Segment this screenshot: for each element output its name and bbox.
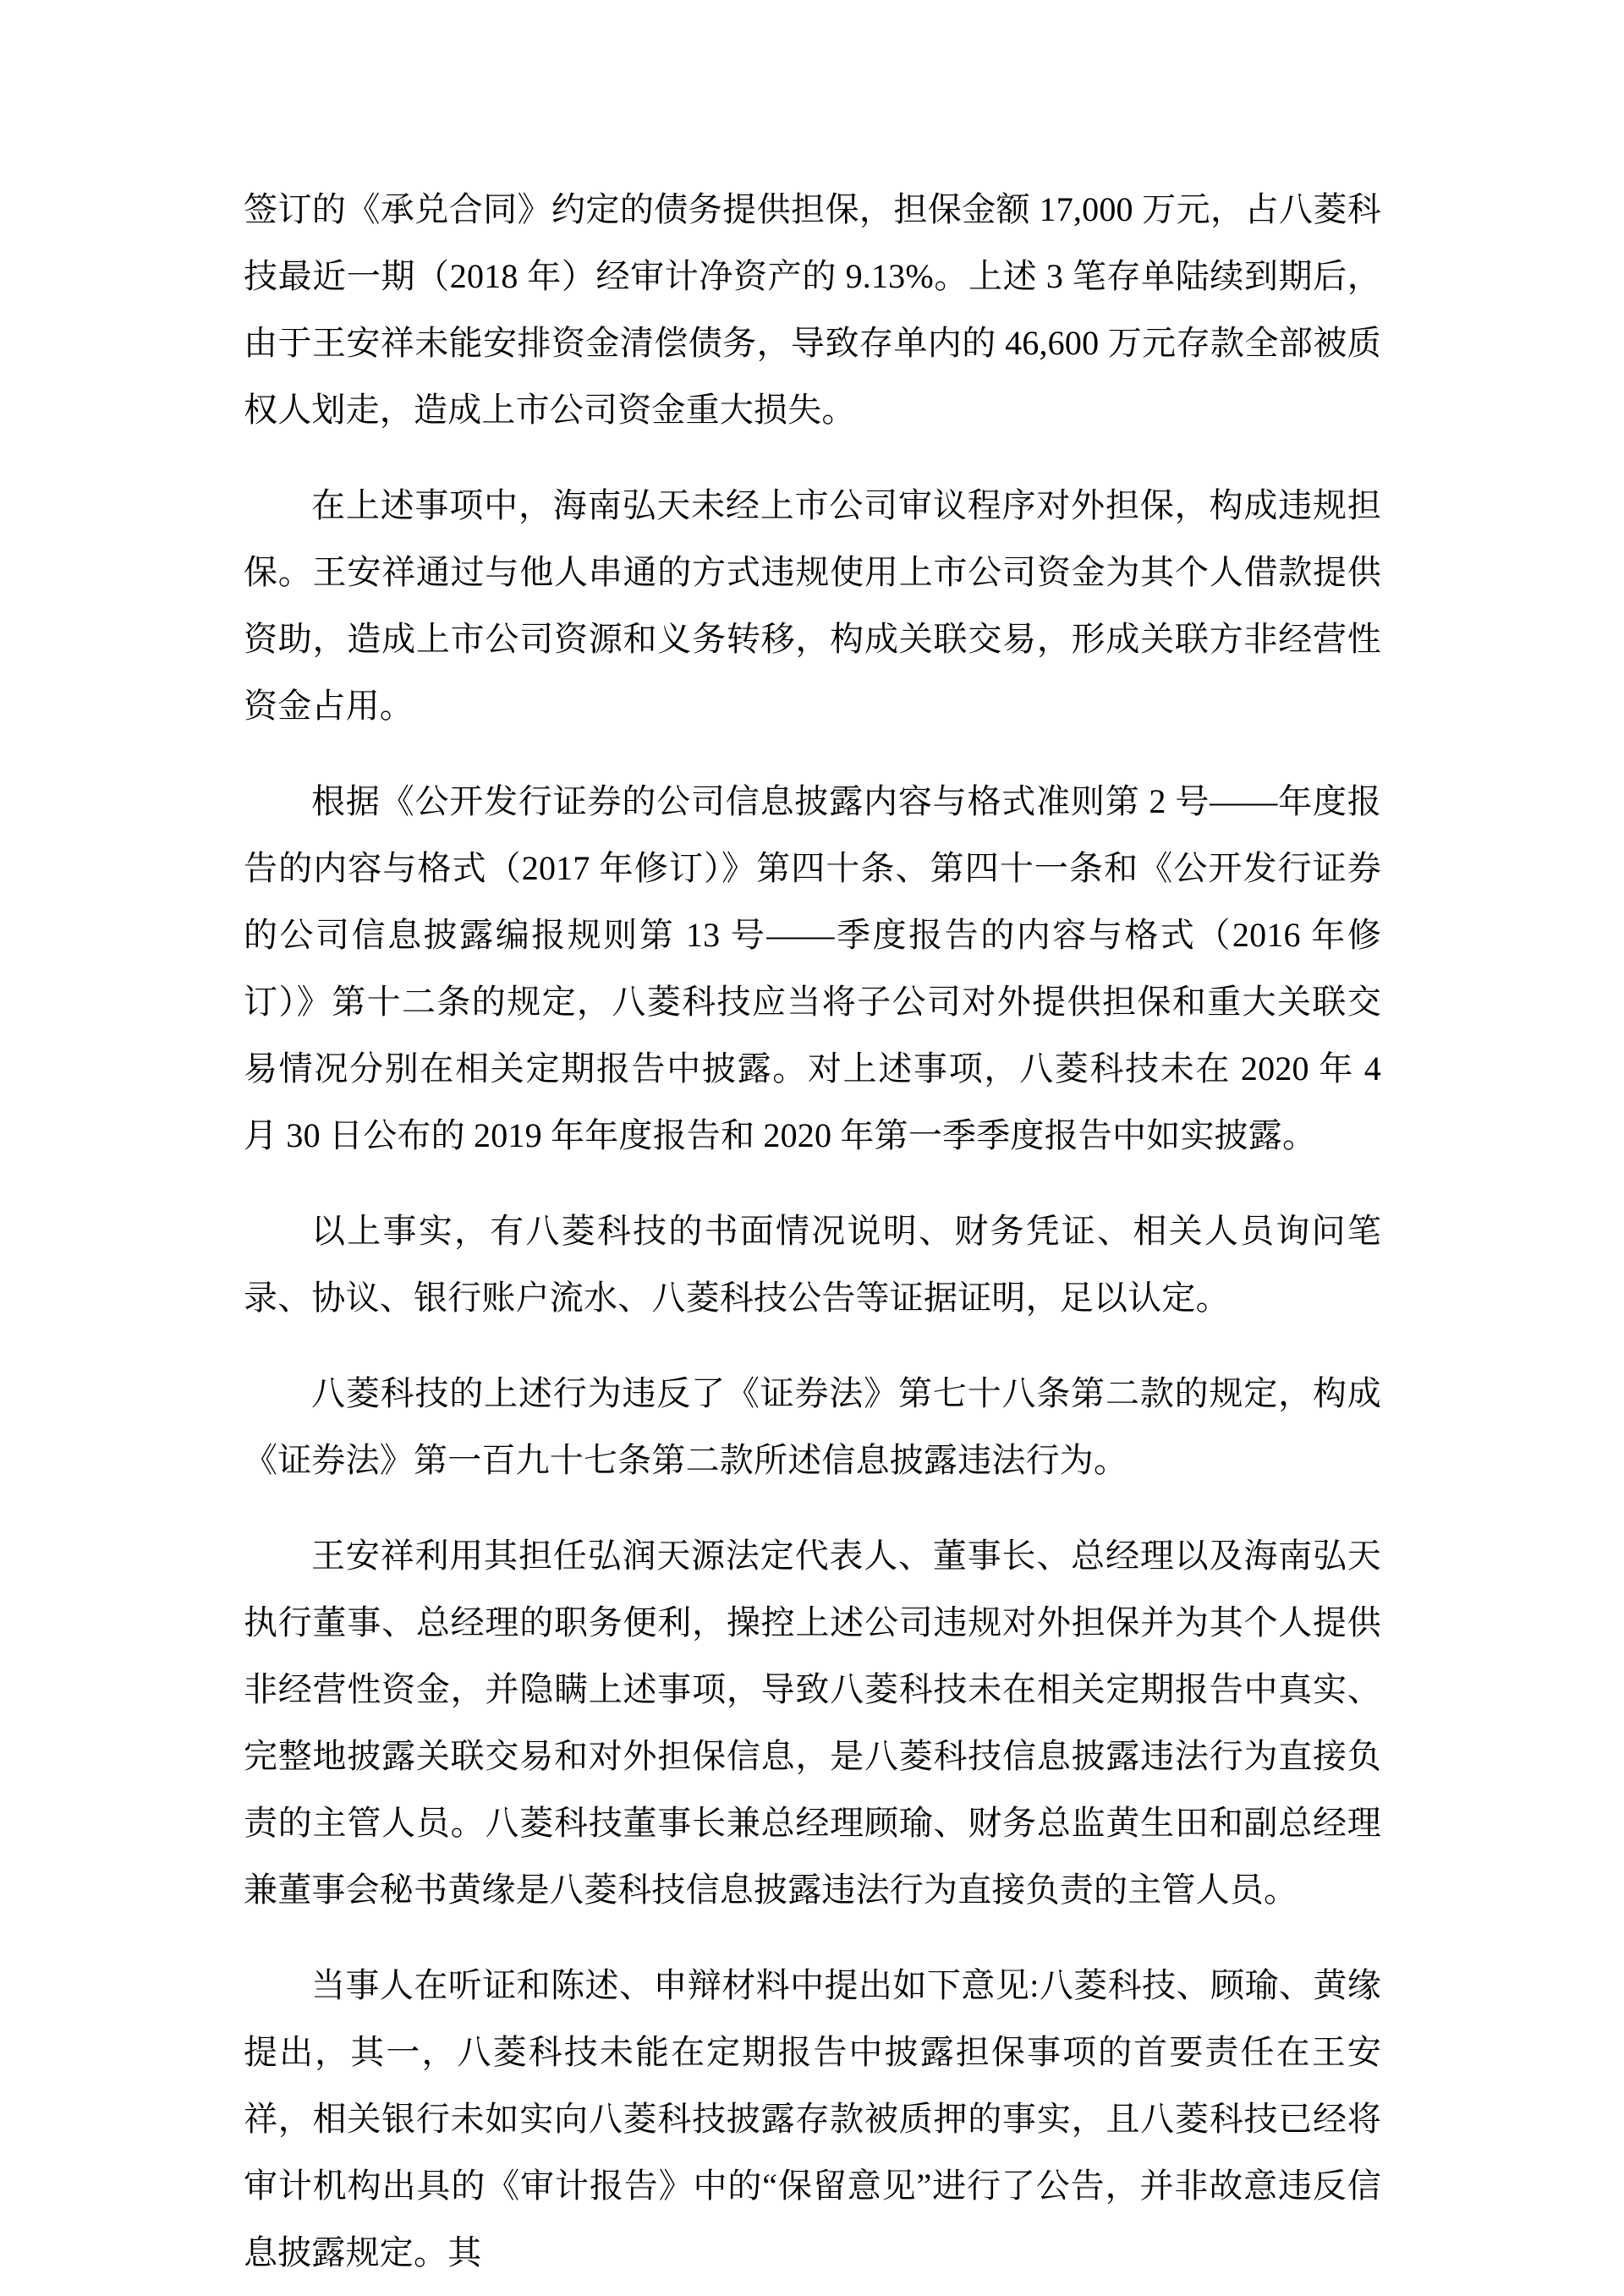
paragraph-6: 王安祥利用其担任弘润天源法定代表人、董事长、总经理以及海南弘天执行董事、总经理的职务便利，操控上述公司违规对外担保并为其个人提供非经营性资金，并隐瞒上述事项，导致八菱科技未在相关定期报告中真实、完整地披露关联交易和对外担保信息，是八菱科技信息披露违法行为直接负责的主管人员。八菱科技董事长兼总经理顾瑜、财务总监黄生田和副总经理兼董事会秘书黄缘是八菱科技信息披露违法行为直接负责的主管人员。 [244, 1537, 1381, 1909]
paragraph-4: 以上事实，有八菱科技的书面情况说明、财务凭证、相关人员询问笔录、协议、银行账户流水、八菱科技公告等证据证明，足以认定。 [244, 1212, 1381, 1317]
paragraph-2: 在上述事项中，海南弘天未经上市公司审议程序对外担保，构成违规担保。王安祥通过与他人串通的方式违规使用上市公司资金为其个人借款提供资助，造成上市公司资源和义务转移，构成关联交易，形成关联方非经营性资金占用。 [244, 486, 1381, 725]
paragraph-1: 签订的《承兑合同》约定的债务提供担保，担保金额 17,000 万元，占八菱科技最近一期（2018 年）经审计净资产的 9.13%。上述 3 笔存单陆续到期后，由于王安祥未能安排资金清偿债务，导致存单内的 46,600 万元存款全部被质权人划走，造成上市公司资金重大损失。 [244, 190, 1381, 429]
paragraph-5: 八菱科技的上述行为违反了《证券法》第七十八条第二款的规定，构成《证券法》第一百九十七条第二款所述信息披露违法行为。 [244, 1374, 1381, 1479]
paragraph-3: 根据《公开发行证券的公司信息披露内容与格式准则第 2 号——年度报告的内容与格式（2017 年修订）》第四十条、第四十一条和《公开发行证券的公司信息披露编报规则第 13 号——季度报告的内容与格式（2016 年修订）》第十二条的规定，八菱科技应当将子公司对外提供担保和重大关联交易情况分别在相关定期报告中披露。对上述事项，八菱科技未在 2020 年 4 月 30 日公布的 2019 年年度报告和 2020 年第一季季度报告中如实披露。 [244, 782, 1381, 1154]
paragraph-7: 当事人在听证和陈述、申辩材料中提出如下意见:八菱科技、顾瑜、黄缘提出，其一，八菱科技未能在定期报告中披露担保事项的首要责任在王安祥，相关银行未如实向八菱科技披露存款被质押的事实，且八菱科技已经将审计机构出具的《审计报告》中的“保留意见”进行了公告，并非故意违反信息披露规定。其 [244, 1966, 1381, 2271]
document-body [244, 176, 1381, 2286]
